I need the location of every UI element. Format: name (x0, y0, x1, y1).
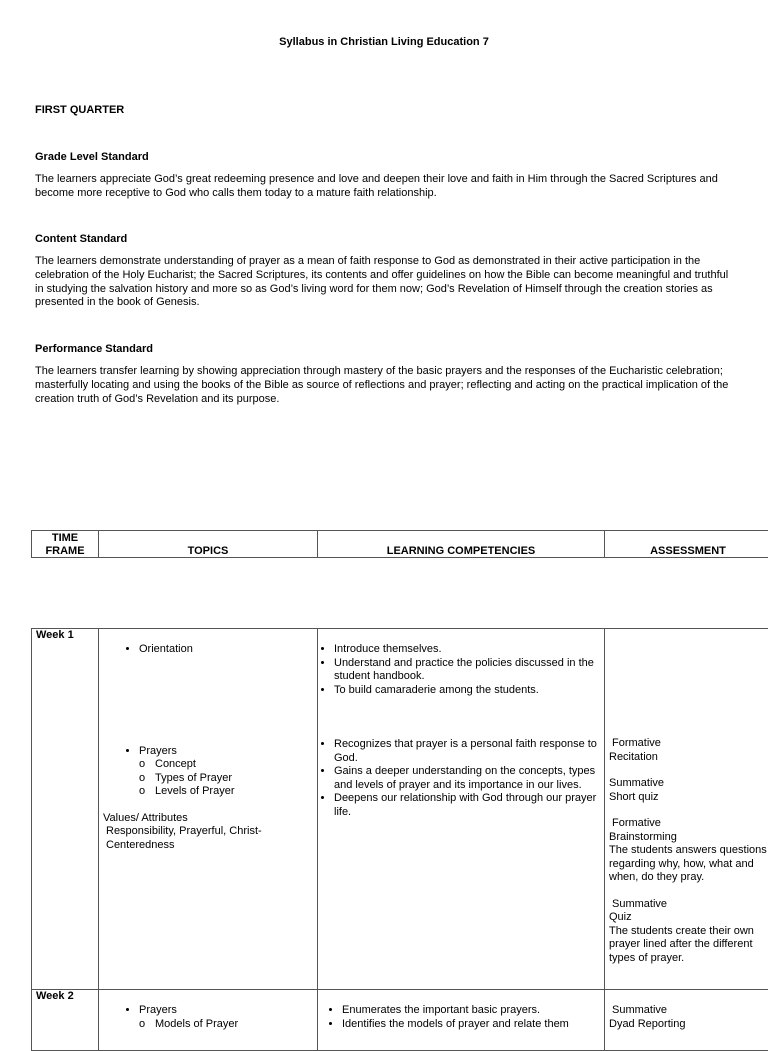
quarter-heading: FIRST QUARTER (35, 104, 124, 118)
subtopic-list (139, 1018, 313, 1032)
subtopic-list (139, 758, 313, 799)
topic-prayers-label: Prayers (139, 1004, 177, 1016)
subtopic-item: o Levels of Prayer (155, 785, 313, 799)
week1-assessment-cell (605, 629, 768, 990)
table-header (31, 530, 768, 558)
assessment-type: Brainstorming (609, 831, 767, 845)
table-row (32, 629, 768, 990)
document-title: Syllabus in Christian Living Education 7 (0, 36, 768, 50)
competency-item: • Enumerates the important basic prayers. (342, 1004, 600, 1018)
assessment-label: Formative (609, 737, 767, 751)
subtopic-item: o Models of Prayer (155, 1018, 313, 1032)
values-text: Responsibility, Prayerful, Christ-Centeredness (103, 825, 313, 852)
competency-item: • Identifies the models of prayer and relate them (342, 1018, 600, 1032)
subtopic-item: o Types of Prayer (155, 772, 313, 786)
header-assessment: ASSESSMENT (605, 531, 768, 558)
assessment-type: Short quiz (609, 791, 767, 805)
week2-competencies-cell (318, 990, 605, 1051)
assessment-type: Quiz (609, 911, 767, 925)
assessment-description: The students create their own prayer lined after the different types of prayer. (609, 925, 767, 966)
topic-prayers-label: Prayers (139, 745, 177, 757)
assessment-type: Recitation (609, 751, 767, 765)
syllabus-table (31, 628, 768, 1051)
competency-item: • Introduce themselves. (334, 643, 600, 657)
week1-label: Week 1 (36, 629, 74, 641)
week2-assessment-cell (605, 990, 768, 1051)
assessment-label: Summative (609, 777, 767, 791)
header-topics: TOPICS (99, 531, 318, 558)
competency-list (322, 738, 600, 819)
performance-standard-heading: Performance Standard (35, 343, 153, 357)
week2-label: Week 2 (36, 990, 74, 1002)
week1-topics-cell (99, 629, 318, 990)
week2-cell (32, 990, 99, 1051)
performance-standard-text: The learners transfer learning by showing appreciation through mastery of the basic prayers and the responses of the Eucharistic celebration; masterfully locating and using the books of the Bible as source of reflections and prayer; reflecting and acting on the practical implication of the creation truth of God’s Revelation and its purpose. (35, 365, 735, 406)
header-competencies: LEARNING COMPETENCIES (318, 531, 605, 558)
assessment-type: Dyad Reporting (609, 1018, 767, 1032)
content-standard-text: The learners demonstrate understanding of prayer as a mean of faith response to God as demonstrated in their active participation in the celebration of the Holy Eucharist; the Sacred Scriptures, its contents and offer guidelines on how the Bible can become meaningful and truthful in studying the salvation history and more so as God’s living word for them now; God’s Revelation of Himself through the creation stories as presented in the book of Genesis. (35, 255, 735, 310)
header-time-line1: TIME (36, 532, 94, 545)
assessment-label: Summative (609, 898, 767, 912)
assessment-label: Formative (609, 817, 767, 831)
subtopic-item: o Concept (155, 758, 313, 772)
week1-cell (32, 629, 99, 990)
competency-list (322, 1004, 600, 1031)
assessment-description: The students answers questions regarding why, how, what and when, do they pray. (609, 844, 767, 885)
competency-list (322, 643, 600, 697)
competency-item: • Gains a deeper understanding on the concepts, types and levels of prayer and its importance in our lives. (334, 765, 600, 792)
topic-orientation: • Orientation (139, 643, 313, 657)
competency-item: • Understand and practice the policies discussed in the student handbook. (334, 657, 600, 684)
grade-level-heading: Grade Level Standard (35, 151, 149, 165)
week2-topics-cell (99, 990, 318, 1051)
week1-competencies-cell (318, 629, 605, 990)
topic-list (103, 643, 313, 657)
header-time-line2: FRAME (36, 545, 94, 558)
topic-list (103, 1004, 313, 1031)
competency-item: • To build camaraderie among the students. (334, 684, 600, 698)
topic-prayers (139, 745, 313, 799)
values-label: Values/ Attributes (103, 812, 313, 826)
table-row (32, 990, 768, 1051)
competency-item: • Recognizes that prayer is a personal faith response to God. (334, 738, 600, 765)
grade-level-text: The learners appreciate God’s great redeeming presence and love and deepen their love and faith in Him through the Sacred Scriptures and become more receptive to God who calls them today to a mature faith relationship. (35, 173, 735, 201)
content-standard-heading: Content Standard (35, 233, 127, 247)
header-time-frame (32, 531, 99, 558)
competency-item: • Deepens our relationship with God through our prayer life. (334, 792, 600, 819)
topic-list (103, 745, 313, 799)
assessment-label: Summative (609, 1004, 767, 1018)
topic-prayers (139, 1004, 313, 1031)
